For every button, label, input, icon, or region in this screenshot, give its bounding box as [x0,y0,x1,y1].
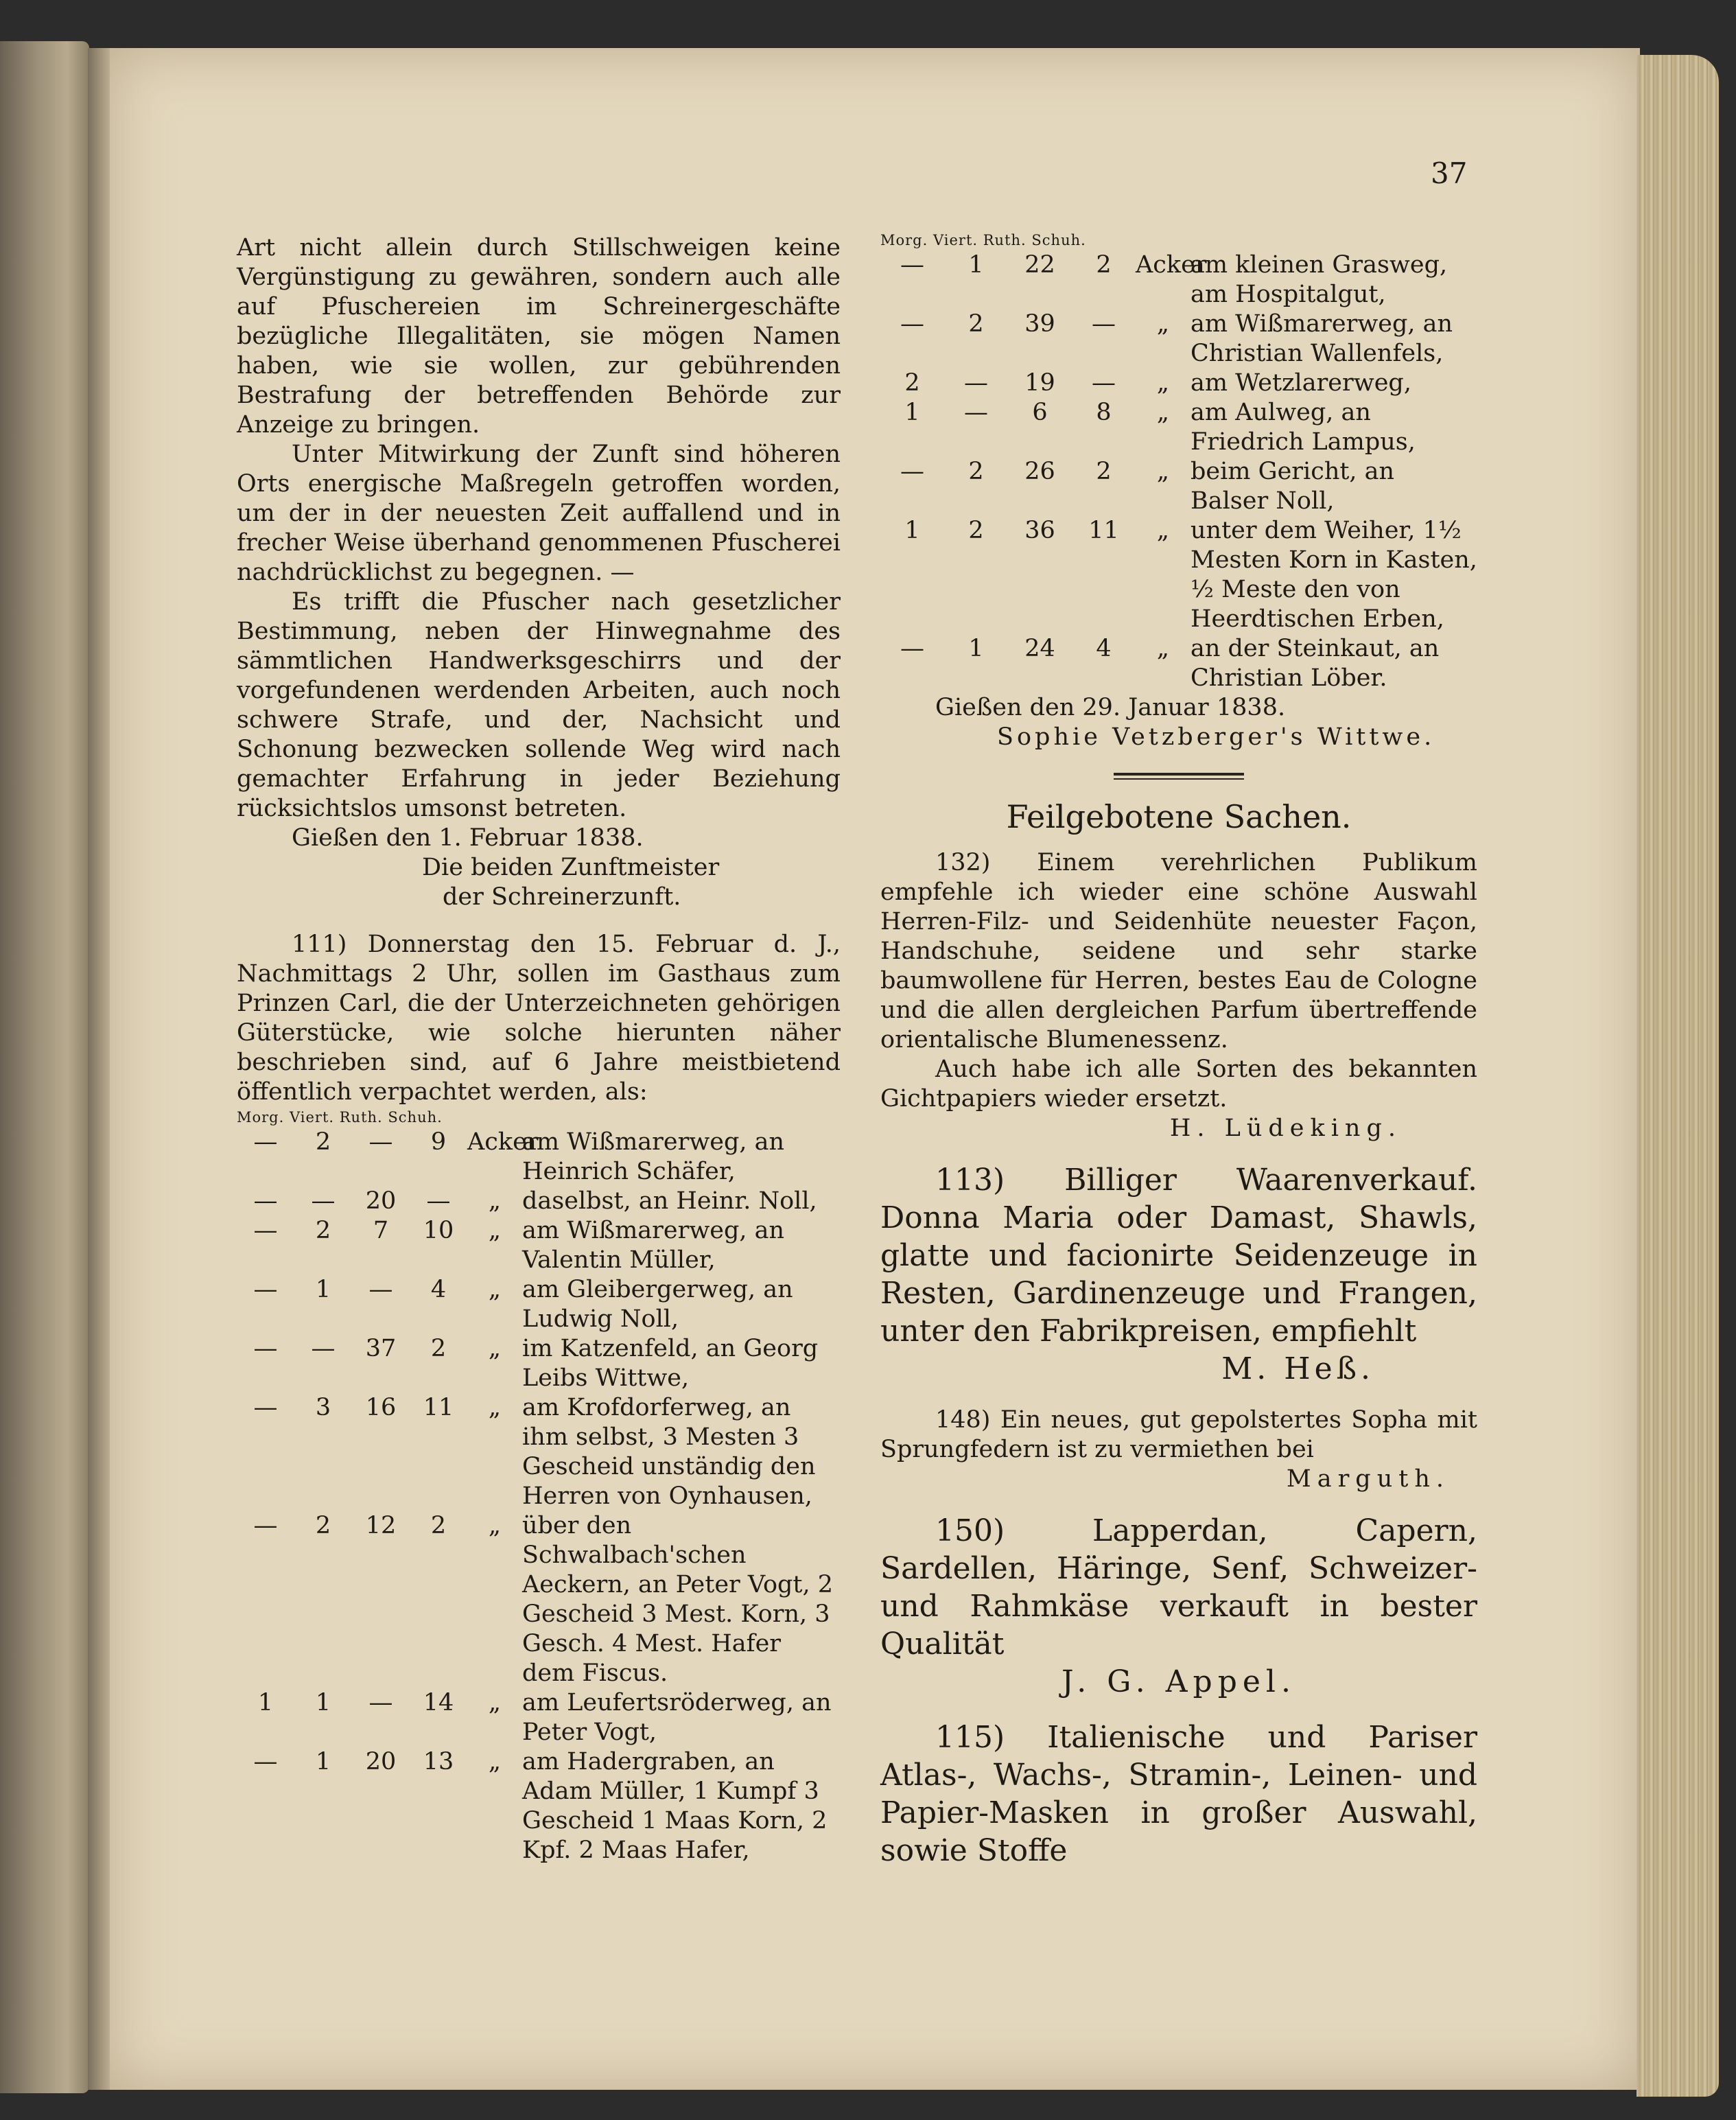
ad-150-text: 150) Lapperdan, Capern, Sardellen, Häringe, Senf, Schweizer- und Rahmkäse verkauft in bester Qualität [880,1513,1477,1662]
section-divider [1114,773,1244,780]
table-row: — — 20 — „ daselbst, an Heinr. Noll, [253,1187,817,1215]
right-column [880,230,1477,1869]
ad-113-text: 113) Billiger Waarenverkauf. Donna Maria oder Damast, Shawls, glatte und facionirte Seidenzeuge in Resten, Gardinenzeuge und Frangen, unter den Fabrikpreisen, empfiehlt [880,1163,1477,1349]
table-row: — 1 — 4 „ am Gleibergerweg, an Ludwig Noll, [253,1276,793,1333]
signature-line-1: Die beiden Zunftmeister [422,854,720,881]
ad-148-signature: Marguth. [1286,1465,1450,1493]
table-row: — 2 26 2 „ beim Gericht, an Balser Noll, [900,458,1395,515]
land-table-right [880,251,1477,693]
intro-paragraph-1: Art nicht allein durch Stillschweigen keine Vergünstigung zu gewähren, sondern auch alle auf Pfuschereien im Schreinergeschäfte bezügliche Illegalitäten, sie mögen Namen haben, wie sie wollen, zur gebührenden Bestrafung der betreffenden Behörde zur Anzeige zu bringen. [237,234,841,439]
table-row: — 2 — 9 Acker am Wißmarerweg, an Heinrich Schäfer, [253,1128,785,1185]
page-number: 37 [1431,156,1468,190]
ad-115-text: 115) Italienische und Pariser Atlas-, Wachs-, Stramin-, Leinen- und Papier-Masken in großer Auswahl, sowie Stoffe [880,1720,1477,1868]
table-row: — 1 22 2 Acker am kleinen Grasweg, am Hospitalgut, [900,251,1448,308]
signature-line-2: der Schreinerzunft. [443,883,681,911]
table-row: — 1 20 13 „ am Hadergraben, an Adam Müller, 1 Kumpf 3 Gescheid 1 Maas Korn, 2 Kpf. 2 Maas Hafer, [253,1748,828,1864]
ad-132-signature: H. Lüdeking. [1169,1115,1402,1142]
date-line: Gießen den 29. Januar 1838. [935,694,1286,721]
land-table-left [237,1128,841,1865]
table-row: — 2 39 — „ am Wißmarerweg, an Christian Wallenfels, [900,310,1453,367]
table-header: Morg. Viert. Ruth. Schuh. [880,232,1086,248]
table-row: 1 2 36 11 „ unter dem Weiher, 1½ Mesten Korn in Kasten, ½ Meste den von Heerdtischen Erben, [904,517,1477,633]
table-row: — 2 12 2 „ über den Schwalbach'schen Aeckern, an Peter Vogt, 2 Gescheid 3 Mest. Korn, 3 Gesch. 4 Mest. Hafer dem Fiscus. [253,1512,834,1687]
table-row: — 2 7 10 „ am Wißmarerweg, an Valentin Müller, [253,1217,785,1274]
section-title: Feilgebotene Sachen. [1006,798,1352,835]
ad-148-text: 148) Ein neues, gut gepolstertes Sopha mit Sprungfedern ist zu vermiethen bei [880,1406,1477,1463]
table-row: — — 37 2 „ im Katzenfeld, an Georg Leibs Wittwe, [253,1335,819,1392]
table-row: 1 1 — 14 „ am Leufertsröderweg, an Peter Vogt, [257,1689,832,1746]
ad-132-text2: Auch habe ich alle Sorten des bekannten Gichtpapiers wieder ersetzt. [880,1056,1477,1113]
table-row: 2 — 19 — „ am Wetzlarerweg, [904,369,1411,397]
date-line: Gießen den 1. Februar 1838. [292,824,644,852]
table-row: — 1 24 4 „ an der Steinkaut, an Christian Löber. [900,635,1440,692]
left-column [237,233,841,1865]
notice-111-text: 111) Donnerstag den 15. Februar d. J., Nachmittags 2 Uhr, sollen im Gasthaus zum Prinzen Carl, die der Unterzeichneten gehörigen Güterstücke, wie solche hierunten näher beschrieben sind, auf 6 Jahre meistbietend öffentlich verpachtet werden, als: [237,931,841,1106]
table-header: Morg. Viert. Ruth. Schuh. [237,1109,443,1126]
intro-paragraph-3: Es trifft die Pfuscher nach gesetzlicher Bestimmung, neben der Hinwegnahme des sämmtlichen Handwerksgeschirrs und der vorgefundenen werdenden Arbeiten, auch noch schwere Strafe, und der, Nachsicht und Schonung bezwecken sollende Weg wird nach gemachter Erfahrung in jeder Beziehung rücksichtslos umsonst betreten. [237,588,841,822]
table-row: — 3 16 11 „ am Krofdorferweg, an ihm selbst, 3 Mesten 3 Gescheid unständig den Herren von Oynhausen, [253,1394,816,1510]
ad-113-signature: M. Heß. [1221,1351,1374,1386]
previous-page-edge [0,41,89,2093]
table-row: 1 — 6 8 „ am Aulweg, an Friedrich Lampus, [904,399,1416,456]
ad-132-text: 132) Einem verehrlichen Publikum empfehle ich wieder eine schöne Auswahl Herren-Filz- und Seidenhüte neuester Façon, Handschuhe, seidene und sehr starke baumwollene für Herren, bestes Eau de Cologne und die allen dergleichen Parfum übertreffende orientalische Blumenessenz. [880,849,1477,1053]
ad-150-signature: J. G. Appel. [1061,1664,1296,1699]
page-stack-edge [1637,55,1719,2097]
intro-paragraph-2: Unter Mitwirkung der Zunft sind höheren Orts energische Maßregeln getroffen worden, um der in der neuesten Zeit auffallend und in frecher Weise überhand genommenen Pfuscherei nachdrücklichst zu begegnen. — [237,441,841,586]
signature: Sophie Vetzberger's Wittwe. [997,723,1435,751]
